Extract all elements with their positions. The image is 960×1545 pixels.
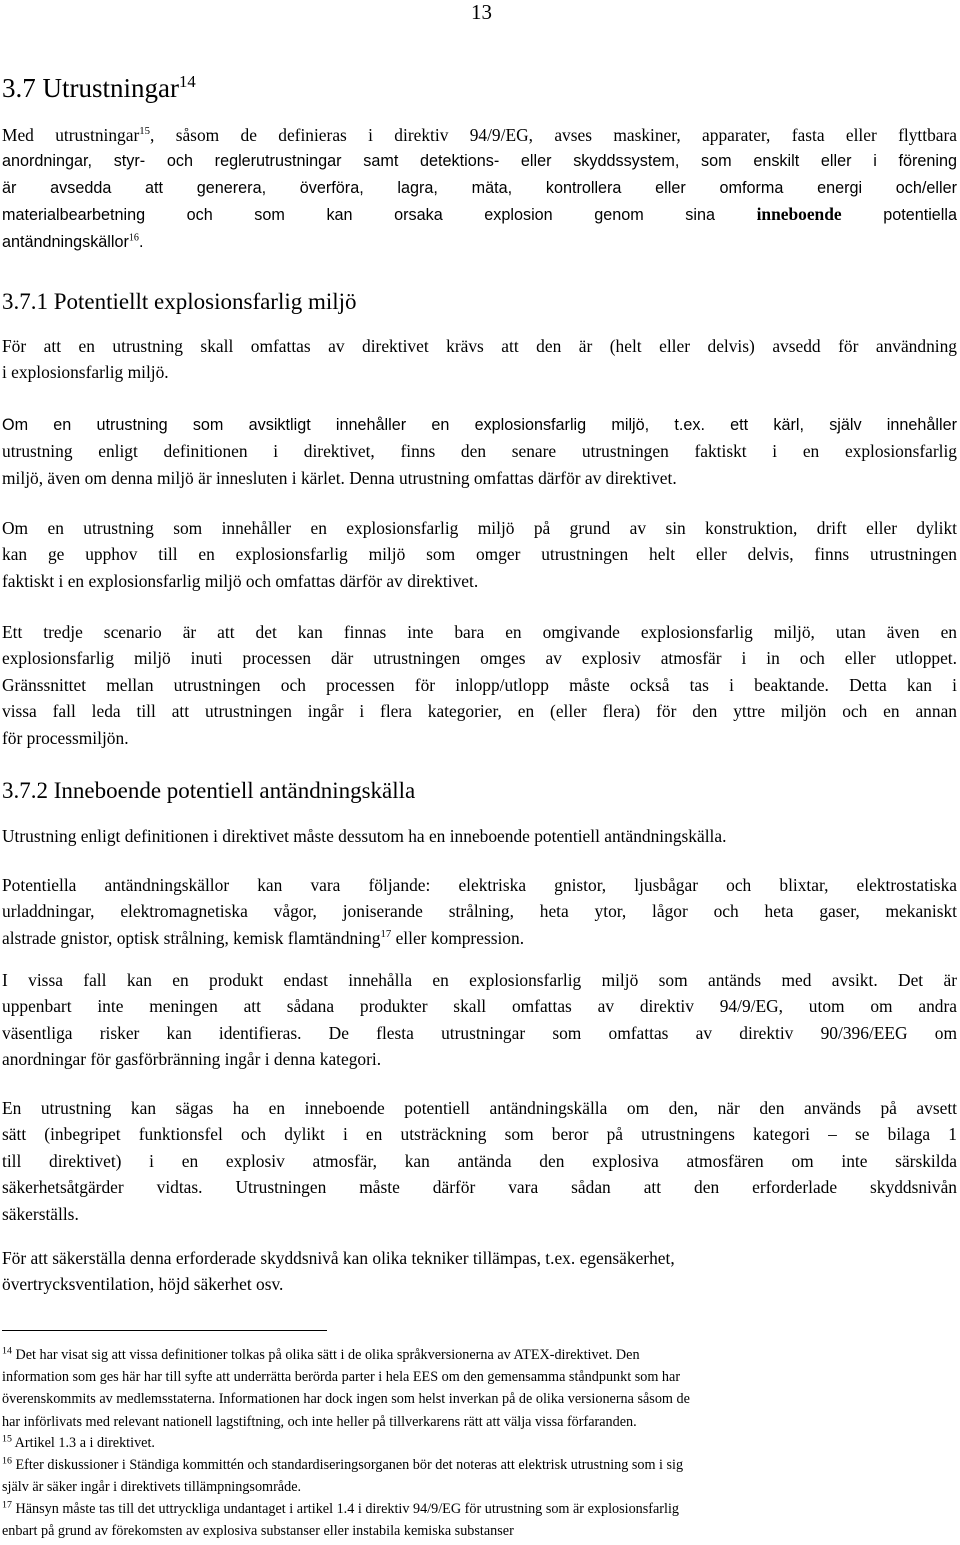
- text-line: vissa fall leda till att utrustningen ingår i flera kategorier, en (eller flera) för den yttre miljön och en annan: [2, 701, 957, 722]
- text-line: I vissa fall kan en produkt endast innehålla en explosionsfarlig miljö som antänds med avsikt. Det är: [2, 970, 957, 990]
- intro-line-2: anordningar, styr- och reglerutrustningar samt detektions- eller skyddssystem, som enskilt eller i förening: [2, 152, 957, 171]
- footnote-ref-17: 17: [380, 928, 392, 941]
- footnote-ref-14: 14: [178, 72, 196, 91]
- text-line: anordningar för gasförbränning ingår i denna kategori.: [2, 1049, 382, 1070]
- paragraph: [2, 619, 957, 751]
- footnote-line: [2, 1344, 957, 1366]
- text-line: säkerställs.: [2, 1203, 79, 1224]
- text-line: En utrustning kan sägas ha en inneboende potentiell antändningskälla om den, när den används på avsett: [2, 1098, 957, 1118]
- text-line: explosionsfarlig miljö inuti processen där utrustningen omges av explosiv atmosfär i in och eller utloppet.: [2, 648, 957, 669]
- subsection-heading-372: 3.7.2 Inneboende potentiell antändningskälla: [2, 778, 416, 803]
- footnote-number: 16: [2, 1455, 12, 1467]
- text-segment: alstrade gnistor, optisk strålning, kemisk flamtändning: [2, 927, 381, 948]
- intro-line-5: [2, 229, 957, 255]
- text-line: Ett tredje scenario är att det kan finnas inte bara en omgivande explosionsfarlig miljö, utan även en: [2, 622, 957, 642]
- text-line: utrustning enligt definitionen i direktivet, finns den senare utrustningen faktiskt i en explosionsfarlig: [2, 441, 957, 462]
- footnote-line: [2, 1498, 957, 1520]
- intro-line-1: [2, 122, 957, 148]
- footnote-separator: [2, 1330, 327, 1331]
- text-line: Om en utrustning som innehåller en explosionsfarlig miljö på grund av sin konstruktion, drift eller dylikt: [2, 518, 957, 538]
- footnote-17: [2, 1498, 957, 1542]
- footnote-number: 15: [2, 1433, 12, 1445]
- text-line: uppenbart inte meningen att sådana produkter skall omfattas av direktiv 94/9/EG, utom om andra: [2, 996, 957, 1017]
- footnote-line: information som ges här har till syfte att underrätta berörda parter i hela EES om den gemensamma ståndpunkt som har: [2, 1369, 681, 1386]
- paragraph: [2, 1245, 957, 1298]
- intro-text: .: [138, 232, 144, 251]
- footnote-line: enbart på grund av förekomsten av explosiva substanser eller instabila kemiska substanser: [2, 1523, 514, 1540]
- text-line: säkerhetsåtgärder vidtas. Utrustningen måste därför vara sådan att den erforderlade skyddsnivån: [2, 1177, 957, 1198]
- intro-text: , såsom de definieras i direktiv 94/9/EG, avses maskiner, apparater, fasta eller flyttbara: [150, 125, 957, 145]
- footnote-text: Efter diskussioner i Ständiga kommittén och standardiseringsorganen bör det noteras att elektrisk utrustning som i sig: [11, 1457, 684, 1473]
- text-line: faktiskt i en explosionsfarlig miljö och omfattas därför av direktivet.: [2, 570, 479, 591]
- intro-line-3: är avsedda att generera, överföra, lagra, mäta, kontrollera eller omforma energi och/eller: [2, 178, 957, 197]
- text-line: [2, 925, 957, 951]
- text-line: sätt (inbegripet funktionsfel och dylikt i en utsträckning som beror på utrustningens kategori – se bilaga 1: [2, 1124, 957, 1145]
- footnote-text: Det har visat sig att vissa definitioner tolkas på olika sätt i de olika språkversionerna av ATEX-direktivet. Den: [11, 1347, 640, 1363]
- text-line: till direktivet) i en explosiv atmosfär, kan antända den explosiva atmosfären om inte särskilda: [2, 1150, 957, 1171]
- paragraph: [2, 823, 957, 849]
- intro-paragraph: [2, 122, 957, 255]
- intro-line-4: [2, 201, 957, 228]
- footnote-number: 14: [2, 1345, 12, 1357]
- text-segment: eller kompression.: [391, 927, 525, 948]
- text-line: miljö, även om denna miljö är innesluten i kärlet. Denna utrustning omfattas därför av direktivet.: [2, 467, 677, 488]
- text-line: Gränssnittet mellan utrustningen och processen för inlopp/utlopp måste också tas i beaktande. Detta kan i: [2, 674, 957, 695]
- footnote-15: [2, 1432, 957, 1454]
- text-line: väsentliga risker kan identifieras. De flesta utrustningar som omfattas av direktiv 90/396/EEG om: [2, 1022, 957, 1043]
- text-line: i explosionsfarlig miljö.: [2, 362, 169, 383]
- footnote-line: själv är säker ingår i direktivets tillämpningsområde.: [2, 1479, 302, 1496]
- footnote-number: 17: [2, 1499, 12, 1511]
- footnote-line: [2, 1432, 957, 1454]
- paragraph: [2, 333, 957, 386]
- bold-term: inneboende: [756, 204, 842, 225]
- footnote-line: överenskommits av medlemsstaterna. Informationen har dock ingen som helst inverkan på de olika versionerna såsom de: [2, 1391, 690, 1408]
- section-heading: [2, 68, 196, 108]
- intro-text: materialbearbetning och som kan orsaka explosion genom sina: [2, 206, 757, 225]
- footnote-ref-16: 16: [128, 232, 139, 244]
- intro-text: potentiella: [841, 206, 957, 225]
- footnote-14: [2, 1344, 957, 1433]
- text-line: urladdningar, elektromagnetiska vågor, joniserande strålning, heta ytor, lågor och heta gaser, mekaniskt: [2, 901, 957, 922]
- footnote-ref-15: 15: [139, 125, 151, 138]
- text-line: För att en utrustning skall omfattas av direktivet krävs att den är (helt eller delvis) avsedd för användning: [2, 336, 957, 356]
- text-line: Potentiella antändningskällor kan vara följande: elektriska gnistor, ljusbågar och blixtar, elektrostatiska: [2, 875, 957, 895]
- text-line: För att säkerställa denna erforderade skyddsnivå kan olika tekniker tillämpas, t.ex. egensäkerhet,: [2, 1248, 675, 1268]
- text-line: Utrustning enligt definitionen i direktivet måste dessutom ha en inneboende potentiell antändningskälla.: [2, 826, 727, 846]
- footnote-line: [2, 1454, 957, 1476]
- section-title: 3.7 Utrustningar: [2, 73, 179, 103]
- footnote-line: har införlivats med relevant nationell lagstiftning, och inte heller på tillverkarens rätt att välja vissa förfaranden.: [2, 1413, 637, 1430]
- paragraph: [2, 412, 957, 491]
- text-line: kan ge upphov till en explosionsfarlig miljö som omger utrustningen helt eller delvis, finns utrustningen: [2, 544, 957, 565]
- paragraph: [2, 872, 957, 951]
- intro-text: antändningskällor: [2, 232, 129, 251]
- text-line: för processmiljön.: [2, 727, 129, 748]
- footnote-text: Hänsyn måste tas till det uttryckliga undantaget i artikel 1.4 i direktiv 94/9/EG för utrustning som är explosionsfarlig: [11, 1501, 679, 1517]
- footnote-16: [2, 1454, 957, 1498]
- paragraph: [2, 515, 957, 594]
- text-line: Om en utrustning som avsiktligt innehåller en explosionsfarlig miljö, t.ex. ett kärl, själv innehåller: [2, 416, 957, 434]
- footnote-text: Artikel 1.3 a i direktivet.: [11, 1435, 155, 1451]
- paragraph: [2, 967, 957, 1073]
- text-line: övertrycksventilation, höjd säkerhet osv.: [2, 1274, 284, 1295]
- paragraph: [2, 1095, 957, 1227]
- subsection-heading-371: 3.7.1 Potentiellt explosionsfarlig miljö: [2, 289, 357, 314]
- page-number: 13: [471, 0, 492, 24]
- intro-text: Med utrustningar: [2, 125, 140, 145]
